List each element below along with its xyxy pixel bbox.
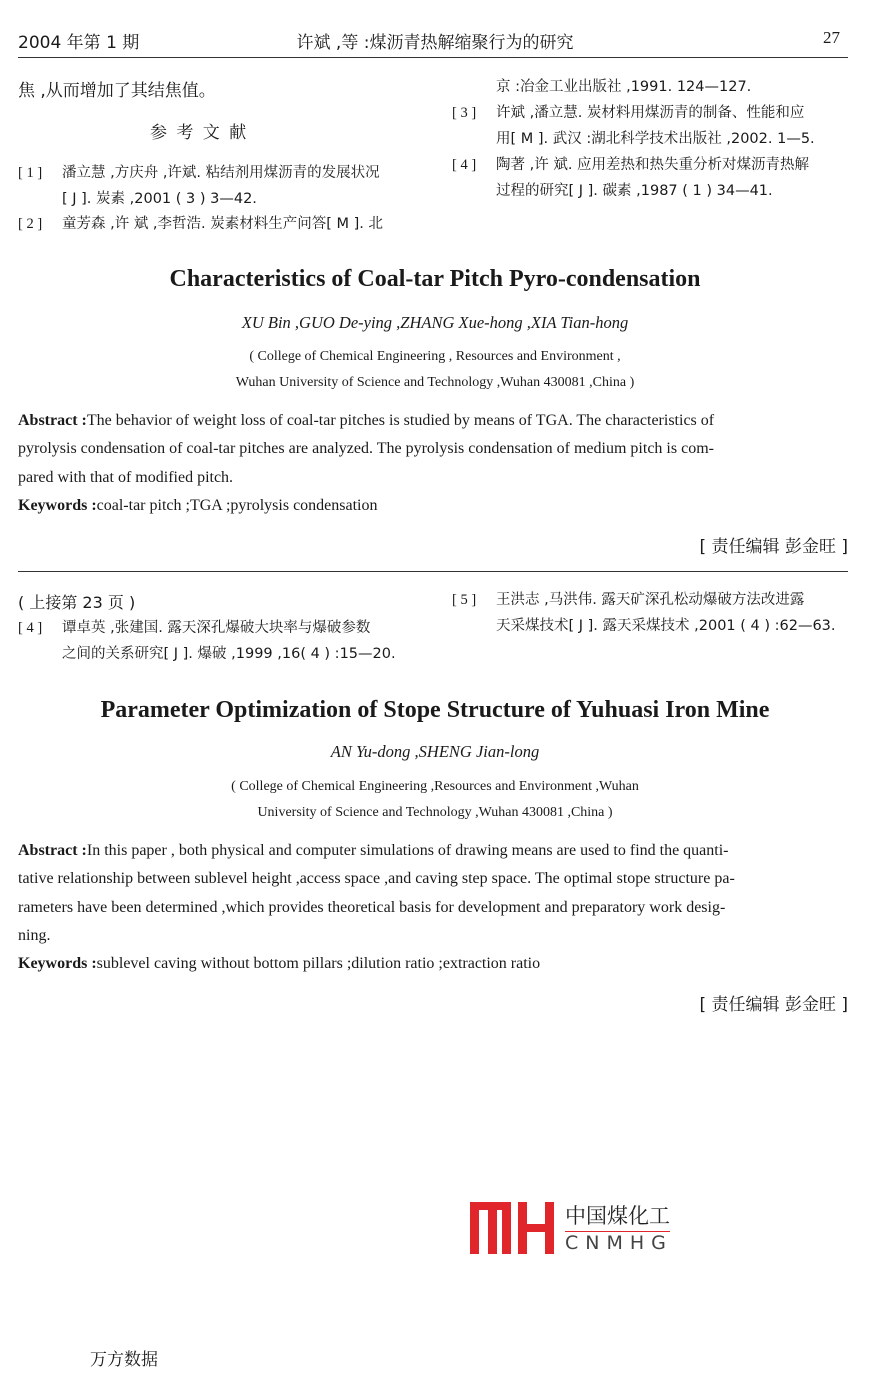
keywords: Keywords :sublevel caving without bottom pillars ;dilution ratio ;extraction ratio [18, 955, 541, 972]
reference-item: 京 :冶金工业出版社 ,1991. 124—127. [496, 79, 752, 95]
reference-item: [ 5 ] 王洪志 ,马洪伟. 露天矿深孔松动爆破方法改进露 天采煤技术[ J ]. 露天采煤技术 ,2001 ( 4 ) :62—63. [452, 592, 836, 634]
logo-cn-text: 中国煤化工 [565, 1200, 670, 1232]
header-left: 2004 年第 1 期 [18, 33, 140, 53]
abstract: Abstract :In this paper , both physical and computer simulations of drawing means are used to find the quanti- tative relationship between sublevel height ,access space ,and caving step space. The optimal stope structure pa- rameters have been determined ,which provides theoretical basis for development and preparatory work desig- ning. [18, 842, 735, 944]
affiliation-line: ( College of Chemical Engineering , Resources and Environment , [249, 349, 621, 364]
running-title: 许斌 ,等 :煤沥青热解缩聚行为的研究 [296, 33, 574, 53]
keywords: Keywords :coal-tar pitch ;TGA ;pyrolysis condensation [18, 497, 378, 514]
editor-note: [ 责任编辑 彭金旺 ] [699, 537, 848, 557]
reference-item: [ 4 ] 陶著 ,许 斌. 应用差热和热失重分析对煤沥青热解 过程的研究[ J ]. 碳素 ,1987 ( 1 ) 34—41. [452, 157, 810, 199]
affiliation-line: ( College of Chemical Engineering ,Resources and Environment ,Wuhan [231, 779, 639, 794]
continued-from: ( 上接第 23 页 ) [18, 593, 136, 612]
keywords-label: Keywords : [18, 497, 97, 514]
page-number: 27 [823, 28, 840, 47]
editor-note: [ 责任编辑 彭金旺 ] [699, 995, 848, 1015]
abstract-label: Abstract : [18, 842, 87, 859]
affiliation-line: University of Science and Technology ,Wuhan 430081 ,China ) [257, 805, 613, 820]
reference-item: [ 1 ] 潘立慧 ,方庆舟 ,许斌. 粘结剂用煤沥青的发展状况 [ J ]. 炭素 ,2001 ( 3 ) 3—42. [18, 165, 380, 207]
intro-text: 焦 ,从而增加了其结焦值。 [18, 81, 216, 101]
reference-item: [ 3 ] 许斌 ,潘立慧. 炭材料用煤沥青的制备、性能和应 用[ M ]. 武汉 :湖北科学技术出版社 ,2002. 1—5. [452, 105, 815, 147]
references-heading: 参 考 文 献 [150, 123, 249, 143]
reference-item: [ 4 ] 谭卓英 ,张建国. 露天深孔爆破大块率与爆破参数 之间的关系研究[ J ]. 爆破 ,1999 ,16( 4 ) :15—20. [18, 620, 396, 662]
english-title: Parameter Optimization of Stope Structure of Yuhuasi Iron Mine [100, 697, 770, 723]
reference-item: [ 2 ] 童芳森 ,许 斌 ,李哲浩. 炭素材料生产问答[ M ]. 北 [18, 216, 384, 232]
watermark-text: 万方数据 [90, 1350, 158, 1370]
english-authors: XU Bin ,GUO De-ying ,ZHANG Xue-hong ,XIA Tian-hong [241, 313, 629, 332]
header-rule [18, 57, 848, 58]
english-title: Characteristics of Coal-tar Pitch Pyro-condensation [169, 266, 701, 292]
affiliation-line: Wuhan University of Science and Technology ,Wuhan 430081 ,China ) [235, 375, 635, 390]
logo-mark-icon [468, 1198, 558, 1258]
logo-en-text: CNMHG [565, 1232, 673, 1254]
keywords-label: Keywords : [18, 955, 97, 972]
section-rule [18, 571, 848, 572]
abstract: Abstract :The behavior of weight loss of coal-tar pitches is studied by means of TGA. The characteristics of pyrolysis condensation of coal-tar pitches are analyzed. The pyrolysis condensation of medium pitch is com- pared with that of modified pitch. [18, 412, 715, 486]
abstract-label: Abstract : [18, 412, 87, 429]
english-authors: AN Yu-dong ,SHENG Jian-long [330, 742, 540, 761]
